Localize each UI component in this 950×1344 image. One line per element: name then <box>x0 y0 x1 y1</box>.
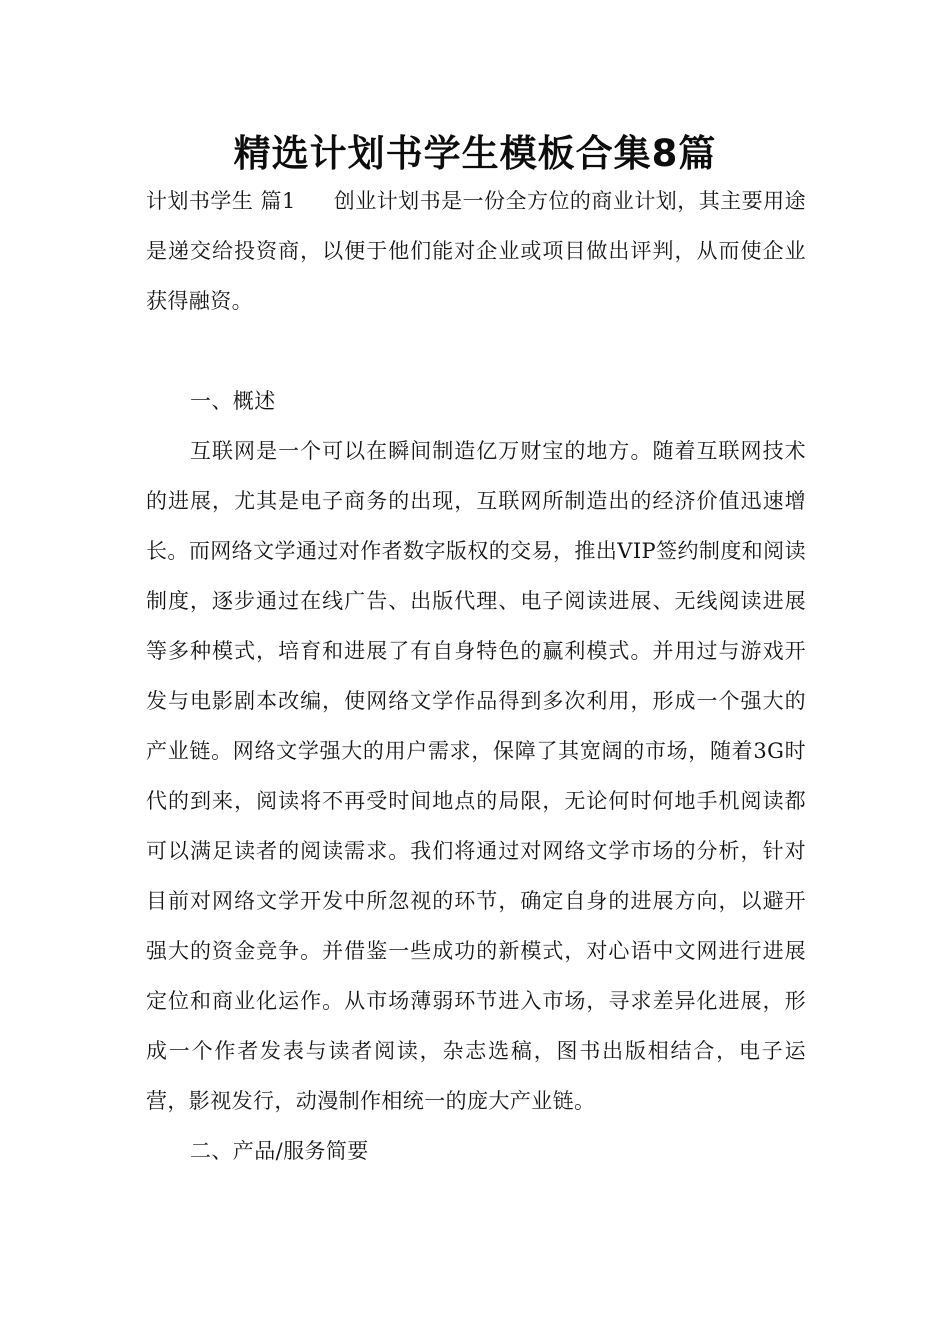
section-paragraph-overview: 互联网是一个可以在瞬间制造亿万财宝的地方。随着互联网技术的进展，尤其是电子商务的出现，互联网所制造出的经济价值迅速增长。而网络文学通过对作者数字版权的交易，推出VIP签约制度和阅读制度，逐步通过在线广告、出版代理、电子阅读进展、无线阅读进展等多种模式，培育和进展了有自身特色的赢利模式。并用过与游戏开发与电影剧本改编，使网络文学作品得到多次利用，形成一个强大的产业链。网络文学强大的用户需求，保障了其宽阔的市场，随着3G时代的到来，阅读将不再受时间地点的局限，无论何时何地手机阅读都可以满足读者的阅读需求。我们将通过对网络文学市场的分析，针对目前对网络文学开发中所忽视的环节，确定自身的进展方向，以避开强大的资金竞争。并借鉴一些成功的新模式，对心语中文网进行进展定位和商业化运作。从市场薄弱环节进入市场，寻求差异化进展，形成一个作者发表与读者阅读，杂志选稿，图书出版相结合，电子运营，影视发行，动漫制作相统一的庞大产业链。 <box>146 439 806 1113</box>
section-heading-product-service: 二、产品/服务简要 <box>190 1139 369 1163</box>
document-body <box>146 176 806 1176</box>
document-title: 精选计划书学生模板合集8篇 <box>233 132 717 175</box>
paragraph-gap <box>146 326 806 376</box>
section-heading-overview: 一、概述 <box>190 389 276 413</box>
intro-text: 创业计划书是一份全方位的商业计划，其主要用途是递交给投资商，以便于他们能对企业或项目做出评判，从而使企业获得融资。 <box>146 189 806 313</box>
intro-paragraph <box>146 176 806 326</box>
intro-label: 计划书学生 篇1 <box>146 189 296 213</box>
